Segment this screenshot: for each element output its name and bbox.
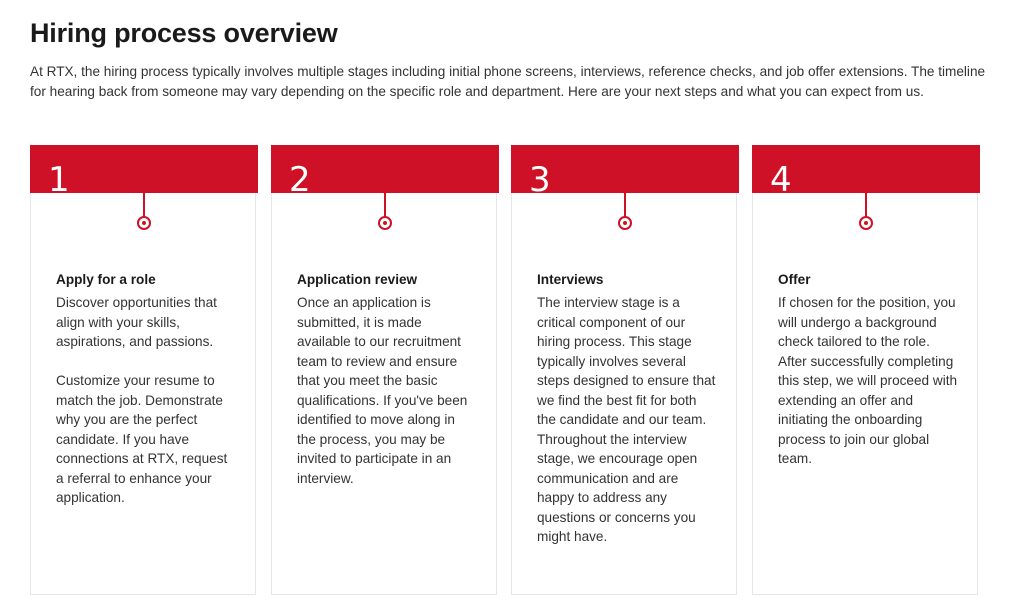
steps-container (30, 145, 980, 595)
step-connector-line (143, 193, 145, 217)
step-paragraph: If chosen for the position, you will undergo a background check tailored to the role. After successfully completing this step, we will proceed with extending an offer and initiating the onboarding process to join our global team. (778, 295, 958, 466)
target-dot-icon (137, 216, 151, 230)
step-number: 4 (770, 160, 792, 200)
step-number: 3 (529, 160, 551, 200)
step-connector-line (624, 193, 626, 217)
step-paragraph: The interview stage is a critical component of our hiring process. This stage typically involves several steps designed to ensure that we find the best fit for both the candidate and our team. Throughout the interview stage, we encourage open communication and are happy to address any questions or concerns you might have. (537, 295, 716, 544)
page-title: Hiring process overview (30, 18, 338, 48)
step-card-3 (511, 145, 737, 595)
target-dot-icon (378, 216, 392, 230)
step-title: Application review (297, 272, 418, 287)
step-connector-line (384, 193, 386, 217)
step-paragraph: Once an application is submitted, it is made available to our recruitment team to review and ensure that you meet the basic qualifications. If you've been identified to move along in the process, you may be invited to participate in an interview. (297, 295, 468, 486)
step-header (30, 145, 258, 200)
step-description (537, 293, 717, 566)
step-card-4 (752, 145, 978, 595)
step-paragraph: Discover opportunities that align with your skills, aspirations, and passions. (56, 295, 217, 349)
step-title: Offer (778, 272, 811, 287)
target-dot-icon (618, 216, 632, 230)
step-header (511, 145, 739, 200)
step-title: Interviews (537, 272, 604, 287)
step-description (56, 293, 236, 527)
step-description (778, 293, 958, 488)
step-description (297, 293, 477, 508)
step-card-2 (271, 145, 497, 595)
intro-text: At RTX, the hiring process typically involves multiple stages including initial phone screens, interviews, reference checks, and job offer extensions. The timeline for hearing back from someone may vary depending on the specific role and department. Here are your next steps and what you can expect from us. (30, 64, 986, 99)
step-number: 2 (289, 160, 311, 200)
target-dot-icon (859, 216, 873, 230)
step-card-1 (30, 145, 256, 595)
step-title: Apply for a role (56, 272, 156, 287)
step-paragraph: Customize your resume to match the job. Demonstrate why you are the perfect candidate. If you have connections at RTX, request a referral to enhance your application. (56, 373, 228, 505)
step-header (271, 145, 499, 200)
step-header (752, 145, 980, 200)
step-number: 1 (48, 160, 70, 200)
step-connector-line (865, 193, 867, 217)
